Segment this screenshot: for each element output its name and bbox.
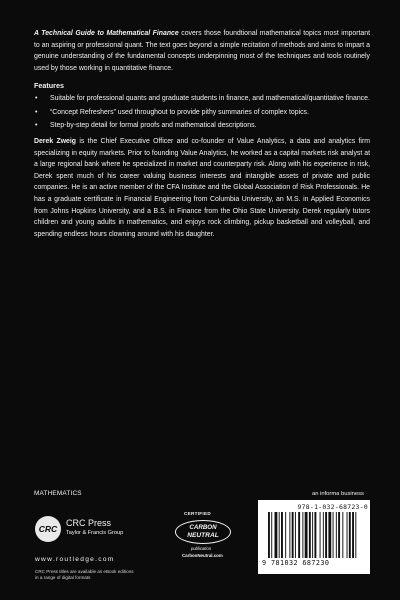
feature-text: “Concept Refreshers” used throughout to provide pithy summaries of complex topics.: [50, 108, 309, 116]
publisher-website: www.routledge.com: [35, 556, 115, 563]
bullet-icon: •: [35, 95, 38, 103]
author-bio: [34, 136, 370, 240]
ebook-note: [35, 569, 185, 581]
bullet-icon: •: [35, 108, 38, 116]
informa-business-label: an informa business: [312, 491, 364, 497]
carbon-url: CarbonNeutral.com: [182, 553, 223, 558]
publisher-group: Taylor & Francis Group: [66, 530, 124, 536]
book-description: [34, 28, 370, 74]
subject-category: MATHEMATICS: [34, 490, 82, 497]
bullet-icon: •: [35, 121, 38, 129]
ebook-note-line: CRC Press titles are available as eBook editions: [35, 569, 134, 574]
barcode-icon: [268, 512, 366, 558]
author-name: Derek Zweig: [34, 137, 77, 145]
book-title: A Technical Guide to Mathematical Finance: [34, 30, 179, 37]
carbon-certified-label: CERTIFIED: [184, 511, 211, 516]
feature-item: [34, 93, 370, 104]
isbn-barcode-digits: 9 781032 687230: [262, 559, 330, 567]
feature-item: [34, 120, 370, 131]
feature-text: Step-by-step detail for formal proofs and mathematical descriptions.: [50, 121, 257, 129]
feature-text: Suitable for professional quants and graduate students in finance, and mathematical/quantitative finance.: [50, 95, 370, 103]
features-heading: Features: [34, 81, 64, 91]
carbon-neutral-logo-icon: [175, 520, 231, 544]
author-bio-text: is the Chief Executive Officer and co-founder of Value Analytics, a data and analytics firm specializing in equity markets. Prior to founding Value Analytics, he worked as a capital markets risk analyst at a large regional bank where he specialized in market and counterparty risk. Along with his experience in risk, Derek spent much of his career valuing business interests and intangible assets of private and public companies. He is an active member of the CFA Institute and the Global Association of Risk Professionals. He has a graduate certificate in Financial Engineering from Columbia University, an M.S. in Applied Economics from Johns Hopkins University, and a B.S. in Finance from the Ohio State University. Derek regularly tutors children and young adults in mathematics, and enjoys rock climbing, pickup basketball and volleyball, and spending endless hours clowning around with his daughter.: [34, 137, 370, 238]
carbon-publication-label: publication: [191, 546, 212, 551]
features-list: [34, 93, 370, 131]
ebook-note-line: in a range of digital formats: [35, 575, 91, 581]
feature-item: [34, 107, 370, 118]
isbn-number: 978-1-032-68723-0: [297, 503, 368, 511]
cover-text: [34, 28, 370, 240]
description-text: covers those foundtional mathematical topics most important to an aspiring or professional quant. The text goes beyond a simple recitation of methods and aims to impart a genuine understanding of the fundamental concepts underpinning most of the techniques and tools routinely used by those working in quantitative finance.: [34, 30, 371, 72]
crc-press-logo-icon: CRC: [35, 516, 61, 542]
neutral-word: NEUTRAL: [187, 531, 219, 539]
carbon-word: CARBON: [189, 524, 217, 532]
publisher-name: CRC Press: [66, 518, 112, 528]
